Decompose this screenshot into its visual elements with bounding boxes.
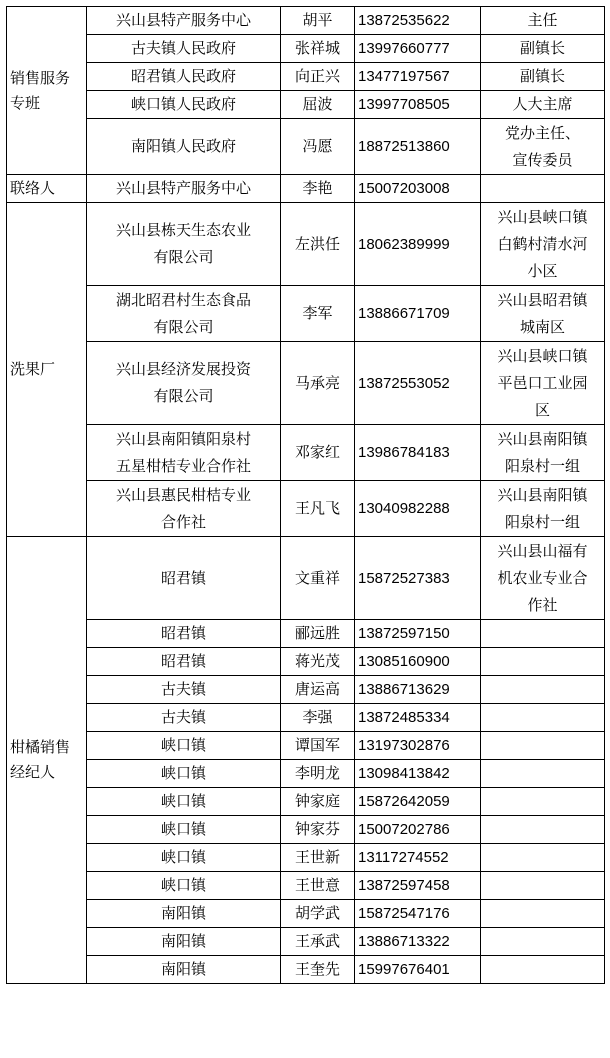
organization-cell: 南阳镇	[87, 956, 281, 984]
remark-cell: 人大主席	[481, 91, 605, 119]
contact-name-cell: 马承亮	[281, 342, 355, 425]
contact-table	[6, 6, 605, 984]
phone-number-cell: 13886713322	[355, 928, 481, 956]
remark-cell: 主任	[481, 7, 605, 35]
contact-name-cell: 胡学武	[281, 900, 355, 928]
organization-cell: 峡口镇	[87, 816, 281, 844]
phone-number-cell: 15997676401	[355, 956, 481, 984]
phone-number-cell: 15007202786	[355, 816, 481, 844]
remark-cell	[481, 732, 605, 760]
organization-cell: 古夫镇	[87, 676, 281, 704]
remark-cell: 兴山县峡口镇 白鹤村清水河 小区	[481, 203, 605, 286]
phone-number-cell: 13872597458	[355, 872, 481, 900]
contact-name-cell: 钟家芬	[281, 816, 355, 844]
organization-cell: 昭君镇	[87, 648, 281, 676]
table-row	[7, 35, 605, 63]
contact-name-cell: 李明龙	[281, 760, 355, 788]
contact-name-cell: 蒋光茂	[281, 648, 355, 676]
organization-cell: 峡口镇人民政府	[87, 91, 281, 119]
table-row	[7, 676, 605, 704]
contact-name-cell: 胡平	[281, 7, 355, 35]
contact-name-cell: 文重祥	[281, 537, 355, 620]
phone-number-cell: 13872597150	[355, 620, 481, 648]
organization-cell: 峡口镇	[87, 872, 281, 900]
contact-name-cell: 李艳	[281, 175, 355, 203]
category-cell: 洗果厂	[7, 203, 87, 537]
organization-cell: 峡口镇	[87, 844, 281, 872]
table-row	[7, 844, 605, 872]
contact-name-cell: 王承武	[281, 928, 355, 956]
contact-name-cell: 王世意	[281, 872, 355, 900]
phone-number-cell: 13872535622	[355, 7, 481, 35]
remark-cell: 兴山县峡口镇 平邑口工业园 区	[481, 342, 605, 425]
phone-number-cell: 13117274552	[355, 844, 481, 872]
table-row	[7, 91, 605, 119]
phone-number-cell: 15872547176	[355, 900, 481, 928]
organization-cell: 峡口镇	[87, 760, 281, 788]
contact-name-cell: 屈波	[281, 91, 355, 119]
table-row	[7, 704, 605, 732]
remark-cell: 兴山县南阳镇 阳泉村一组	[481, 481, 605, 537]
contact-name-cell: 王世新	[281, 844, 355, 872]
remark-cell	[481, 872, 605, 900]
contact-name-cell: 邓家红	[281, 425, 355, 481]
remark-cell	[481, 900, 605, 928]
remark-cell	[481, 676, 605, 704]
phone-number-cell: 15872527383	[355, 537, 481, 620]
remark-cell: 兴山县昭君镇 城南区	[481, 286, 605, 342]
table-row	[7, 481, 605, 537]
table-row	[7, 63, 605, 91]
table-row	[7, 648, 605, 676]
organization-cell: 兴山县特产服务中心	[87, 175, 281, 203]
table-row	[7, 286, 605, 342]
table-row	[7, 119, 605, 175]
contact-name-cell: 钟家庭	[281, 788, 355, 816]
contact-name-cell: 唐运高	[281, 676, 355, 704]
phone-number-cell: 18872513860	[355, 119, 481, 175]
contact-name-cell: 向正兴	[281, 63, 355, 91]
contact-name-cell: 左洪任	[281, 203, 355, 286]
phone-number-cell: 13477197567	[355, 63, 481, 91]
phone-number-cell: 13872553052	[355, 342, 481, 425]
organization-cell: 昭君镇	[87, 537, 281, 620]
contact-name-cell: 王凡飞	[281, 481, 355, 537]
contact-name-cell: 谭国军	[281, 732, 355, 760]
phone-number-cell: 13986784183	[355, 425, 481, 481]
contact-name-cell: 李军	[281, 286, 355, 342]
phone-number-cell: 15007203008	[355, 175, 481, 203]
organization-cell: 兴山县惠民柑桔专业 合作社	[87, 481, 281, 537]
table-row	[7, 732, 605, 760]
remark-cell	[481, 648, 605, 676]
category-cell: 柑橘销售经纪人	[7, 537, 87, 984]
phone-number-cell: 18062389999	[355, 203, 481, 286]
table-row	[7, 537, 605, 620]
category-cell: 销售服务专班	[7, 7, 87, 175]
remark-cell: 兴山县山福有 机农业专业合 作社	[481, 537, 605, 620]
organization-cell: 古夫镇	[87, 704, 281, 732]
contact-name-cell: 冯愿	[281, 119, 355, 175]
phone-number-cell: 13197302876	[355, 732, 481, 760]
remark-cell	[481, 175, 605, 203]
table-row	[7, 203, 605, 286]
contact-name-cell: 张祥城	[281, 35, 355, 63]
phone-number-cell: 13872485334	[355, 704, 481, 732]
remark-cell	[481, 760, 605, 788]
organization-cell: 昭君镇人民政府	[87, 63, 281, 91]
phone-number-cell: 13085160900	[355, 648, 481, 676]
table-row	[7, 788, 605, 816]
organization-cell: 峡口镇	[87, 732, 281, 760]
organization-cell: 南阳镇人民政府	[87, 119, 281, 175]
table-row	[7, 175, 605, 203]
organization-cell: 南阳镇	[87, 900, 281, 928]
organization-cell: 兴山县特产服务中心	[87, 7, 281, 35]
remark-cell: 兴山县南阳镇 阳泉村一组	[481, 425, 605, 481]
contact-table-body	[7, 7, 605, 984]
phone-number-cell: 13997660777	[355, 35, 481, 63]
remark-cell	[481, 844, 605, 872]
category-cell: 联络人	[7, 175, 87, 203]
remark-cell: 党办主任、 宣传委员	[481, 119, 605, 175]
remark-cell	[481, 928, 605, 956]
organization-cell: 南阳镇	[87, 928, 281, 956]
organization-cell: 古夫镇人民政府	[87, 35, 281, 63]
contact-name-cell: 李强	[281, 704, 355, 732]
remark-cell	[481, 816, 605, 844]
table-row	[7, 342, 605, 425]
phone-number-cell: 13997708505	[355, 91, 481, 119]
phone-number-cell: 13886713629	[355, 676, 481, 704]
contact-name-cell: 王奎先	[281, 956, 355, 984]
organization-cell: 昭君镇	[87, 620, 281, 648]
table-row	[7, 7, 605, 35]
remark-cell	[481, 704, 605, 732]
phone-number-cell: 13040982288	[355, 481, 481, 537]
remark-cell: 副镇长	[481, 35, 605, 63]
table-row	[7, 620, 605, 648]
organization-cell: 湖北昭君村生态食品 有限公司	[87, 286, 281, 342]
table-row	[7, 900, 605, 928]
phone-number-cell: 13886671709	[355, 286, 481, 342]
table-row	[7, 760, 605, 788]
table-row	[7, 928, 605, 956]
contact-name-cell: 郦远胜	[281, 620, 355, 648]
table-row	[7, 816, 605, 844]
organization-cell: 兴山县经济发展投资 有限公司	[87, 342, 281, 425]
remark-cell	[481, 956, 605, 984]
table-row	[7, 956, 605, 984]
table-row	[7, 872, 605, 900]
organization-cell: 峡口镇	[87, 788, 281, 816]
remark-cell	[481, 788, 605, 816]
phone-number-cell: 15872642059	[355, 788, 481, 816]
table-row	[7, 425, 605, 481]
phone-number-cell: 13098413842	[355, 760, 481, 788]
organization-cell: 兴山县栋天生态农业 有限公司	[87, 203, 281, 286]
remark-cell: 副镇长	[481, 63, 605, 91]
organization-cell: 兴山县南阳镇阳泉村 五星柑桔专业合作社	[87, 425, 281, 481]
remark-cell	[481, 620, 605, 648]
